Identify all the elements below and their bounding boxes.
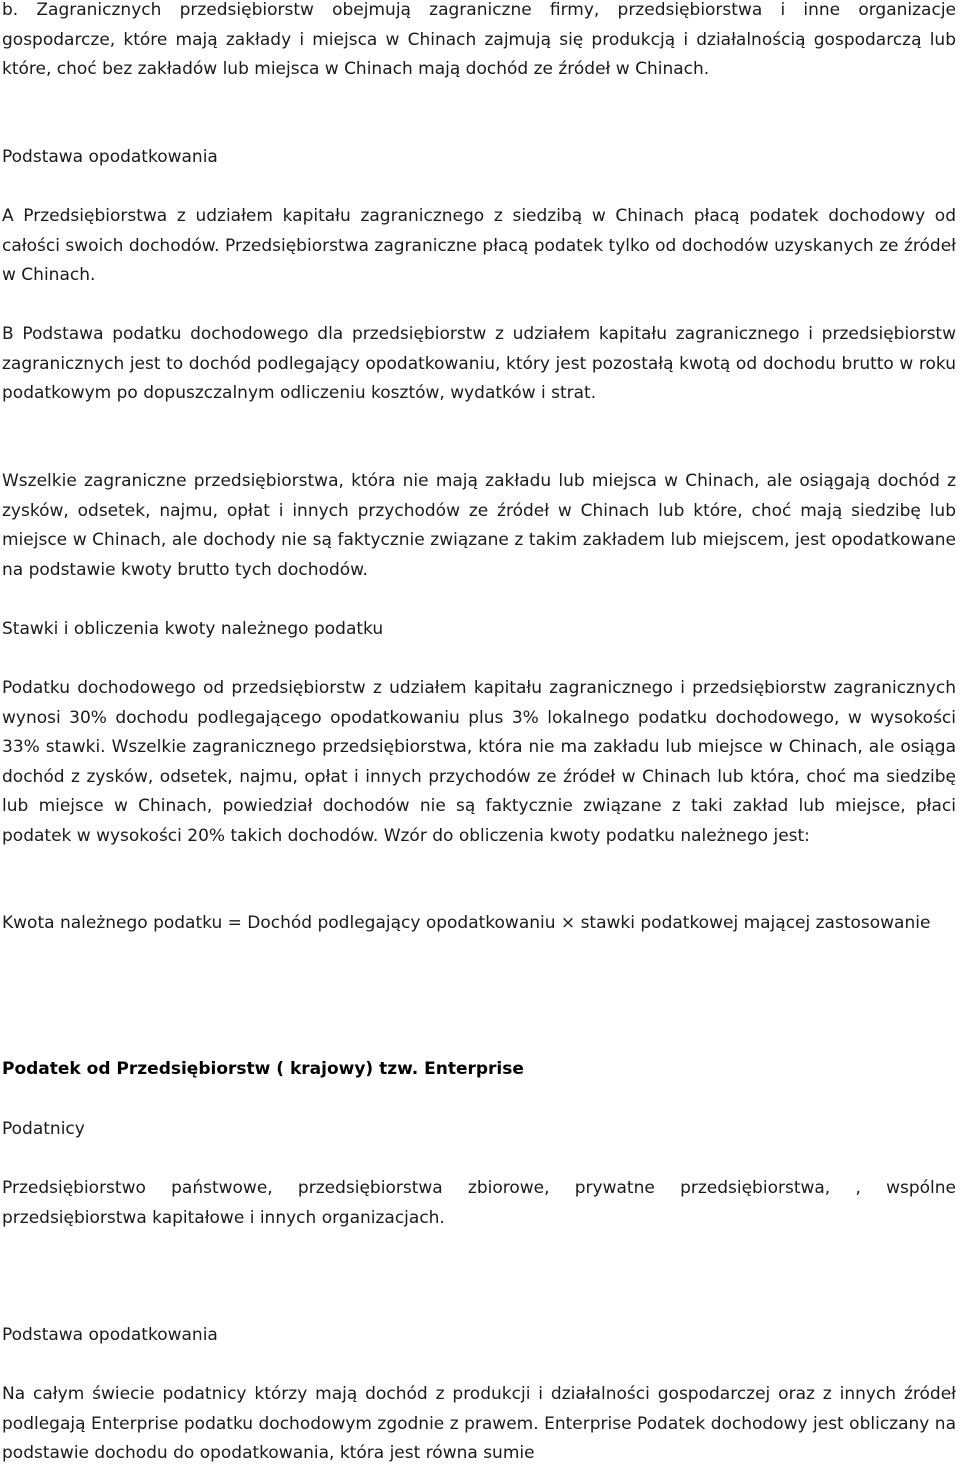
paragraph-tax-base-a: A Przedsiębiorstwa z udziałem kapitału zagranicznego z siedzibą w Chinach płacą podatek dochodowy od całości swoich dochodów. Przedsiębiorstwa zagraniczne płacą podatek tylko od dochodów uzyskanych ze źródeł w Chinach. bbox=[2, 206, 956, 285]
section-title-tax-base-2: Podstawa opodatkowania bbox=[2, 1325, 218, 1345]
paragraph-foreign-no-establishment: Wszelkie zagraniczne przedsiębiorstwa, która nie mają zakładu lub miejsca w Chinach, ale osiągają dochód z zysków, odsetek, najmu, opłat i innych przychodów ze źródeł w Chinach lub które, choć mają siedzibę lub miejsce w Chinach, ale dochody nie są faktycznie związane z takim zakładem lub miejscem, jest opodatkowane na podstawie kwoty brutto tych dochodów. bbox=[2, 471, 956, 580]
section-title-rates: Stawki i obliczenia kwoty należnego podatku bbox=[2, 619, 384, 639]
paragraph-enterprise-tax-base: Na całym świecie podatnicy którzy mają dochód z produkcji i działalności gospodarczej oraz z innych źródeł podlegają Enterprise podatku dochodowym zgodnie z prawem. Enterprise Podatek dochodowy jest obliczany na podstawie dochodu do opodatkowania, która jest równa sumie bbox=[2, 1384, 956, 1463]
paragraph-tax-base-b: B Podstawa podatku dochodowego dla przedsiębiorstw z udziałem kapitału zagranicznego i przedsiębiorstw zagranicznych jest to dochód podlegający opodatkowaniu, który jest pozostałą kwotą od dochodu brutto w roku podatkowym po dopuszczalnym odliczeniu kosztów, wydatków i strat. bbox=[2, 324, 956, 403]
paragraph-rates-calculation: Podatku dochodowego od przedsiębiorstw z udziałem kapitału zagranicznego i przedsiębiorstw zagranicznych wynosi 30% dochodu podlegającego opodatkowaniu plus 3% lokalnego podatku dochodowego, w wysokości 33% stawki. Wszelkie zagranicznego przedsiębiorstwa, która nie ma zakładu lub miejsce w Chinach, ale osiąga dochód z zysków, odsetek, najmu, opłat i innych przychodów ze źródeł w Chinach lub która, choć ma siedzibę lub miejsce w Chinach, powiedział dochodów nie są faktycznie związane z taki zakład lub miejsce, płaci podatek w wysokości 20% takich dochodów. Wzór do obliczenia kwoty podatku należnego jest: bbox=[2, 678, 956, 846]
paragraph-taxpayers-list: Przedsiębiorstwo państwowe, przedsiębiorstwa zbiorowe, prywatne przedsiębiorstwa, , wspólne przedsiębiorstwa kapitałowe i innych organizacjach. bbox=[2, 1178, 956, 1228]
paragraph-tax-formula: Kwota należnego podatku = Dochód podlegający opodatkowaniu × stawki podatkowej mającej zastosowanie bbox=[2, 913, 931, 933]
section-heading-enterprise-tax: Podatek od Przedsiębiorstw ( krajowy) tzw. Enterprise bbox=[2, 1059, 524, 1079]
section-title-taxpayers: Podatnicy bbox=[2, 1119, 85, 1139]
paragraph-foreign-enterprises-definition: b. Zagranicznych przedsiębiorstw obejmują zagraniczne firmy, przedsiębiorstwa i inne organizacje gospodarcze, które mają zakłady i miejsca w Chinach zajmują się produkcją i działalnością gospodarczą lub które, choć bez zakładów lub miejsca w Chinach mają dochód ze źródeł w Chinach. bbox=[2, 0, 956, 79]
section-title-tax-base: Podstawa opodatkowania bbox=[2, 147, 218, 167]
